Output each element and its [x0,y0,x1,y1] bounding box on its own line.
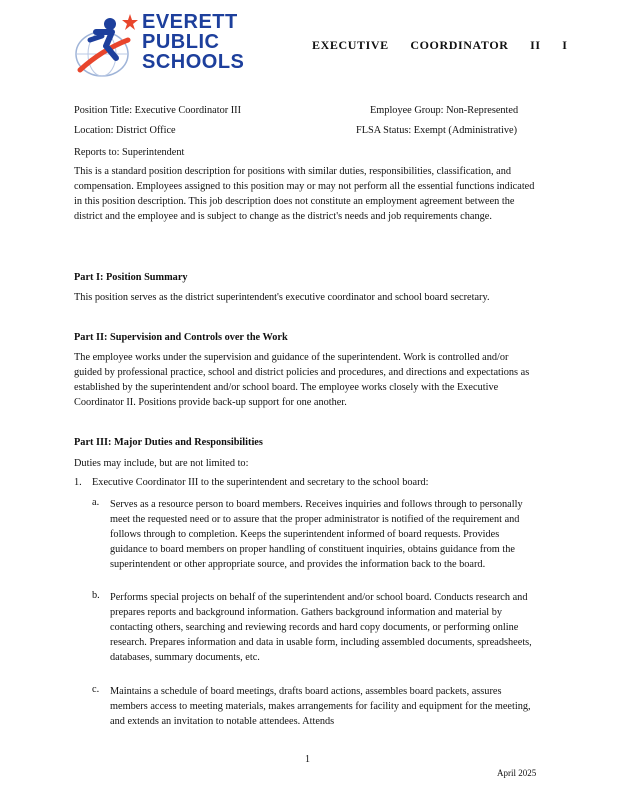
sub-item-a-marker: a. [92,497,100,508]
sub-item-a-text: Serves as a resource person to board members. Receives inquiries and follows through to personally meet the requested need or to assure that the proper administrator is notified of the requirement and follows through to completion. Keeps the superintendent informed of board requests. Provides guidance to board members on proper handling of constituent inquiries, obtains guidance from the superintendent or other appropriate source, and provides the information back to the board. [110,499,523,570]
sub-item-b-marker: b. [92,590,100,601]
runner-globe-logo-icon [72,10,144,80]
logo-line-schools: SCHOOLS [142,51,245,73]
document-title: EXECUTIVE COORDINATOR II I [312,38,568,52]
part2-heading: Part II: Supervision and Controls over the Work [74,332,288,343]
footer-date: April 2025 [497,768,537,778]
part1-heading: Part I: Position Summary [74,272,188,283]
item-1-marker: 1. [74,477,82,488]
logo-line-public: PUBLIC [142,31,220,53]
part2-text: The employee works under the supervision and guidance of the superintendent. Work is controlled and/or guided by professional practice, school and district policies and procedures, and directions and expectations as established by the superintendent and/or school board. The employee works closely with the Executive Coordinator II. Positions provide back-up support for one another. [74,352,530,408]
reports-to: Reports to: Superintendent [74,147,185,158]
logo-line-everett: EVERETT [142,11,238,33]
part3-heading: Part III: Major Duties and Responsibilities [74,437,263,448]
sub-item-c-text: Maintains a schedule of board meetings, drafts board actions, assembles board packets, assures members access to meeting materials, makes arrangements for facility and equipment for the meeting, and extends an invitation to notable attendees. Attends [110,686,531,727]
sub-item-b-text: Performs special projects on behalf of the superintendent and/or school board. Conducts research and prepares reports and background information. Gathers background information and material by contacting others, searching and reviewing records and hard copy documents, or performing online research. Prepares information and data in usable form, including assembled documents, spreadsheets, databases, summary documents, etc. [110,592,532,663]
flsa-status: FLSA Status: Exempt (Administrative) [356,125,518,136]
sub-item-c-marker: c. [92,684,100,695]
duties-intro: Duties may include, but are not limited to: [74,458,249,469]
position-title: Position Title: Executive Coordinator III [74,105,242,116]
item-1-text: Executive Coordinator III to the superintendent and secretary to the school board: [92,477,429,488]
part1-text: This position serves as the district superintendent's executive coordinator and school board secretary. [74,292,490,303]
intro-paragraph: This is a standard position description for positions with similar duties, responsibilities, classification, and compensation. Employees assigned to this position may or may not perform all the essential functions indicated in this position description. This job description does not constitute an employment agreement between the district and the employee and is subject to change as the district's needs and job requirements change. [74,166,535,222]
logo-wordmark [142,12,244,72]
page-number: 1 [305,754,310,765]
location: Location: District Office [74,125,176,136]
employee-group: Employee Group: Non-Represented [370,105,519,116]
